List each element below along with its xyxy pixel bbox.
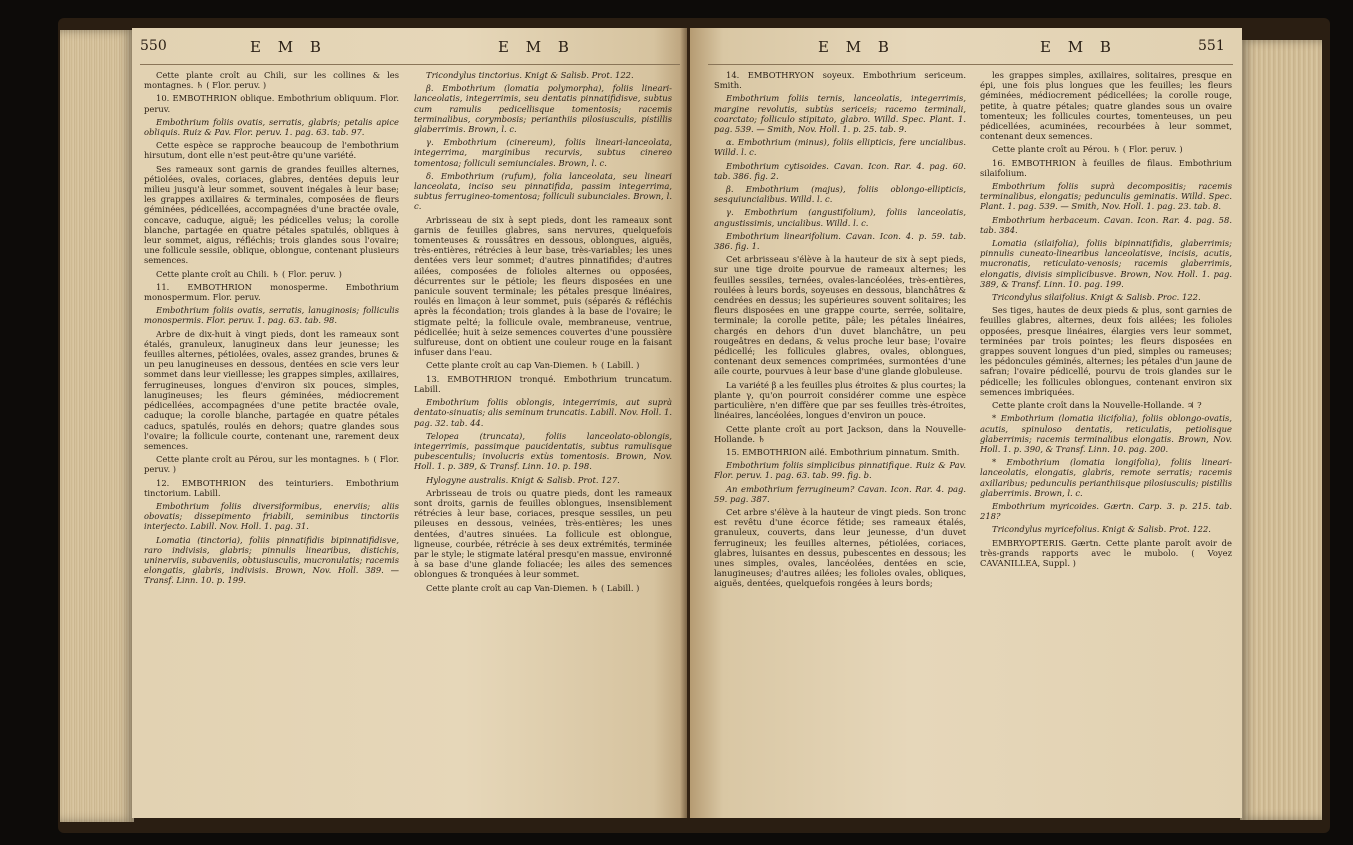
- running-header-right-col1: E M B: [818, 38, 895, 56]
- text-paragraph: Cet arbre s'élève à la hauteur de vingt pieds. Son tronc est revêtu d'une écorce fétide; ses rameaux étalés, granuleux, couverts, dans leur jeunesse, d'un duvet ferrugineux; les feuilles alternes, pétiolées, coriaces, glabres, luisantes en dessus, pubescentes en dessous; les unes simples, ovales, lancéolées, dentées en scie, lanugineuses; d'autres ailées; les folioles ovales, obliques, aiguës, dentées, quelquefois rongées à leurs bords;: [714, 506, 966, 589]
- running-header-left-col1: E M B: [250, 38, 327, 56]
- left-page-column-2: [414, 70, 672, 596]
- text-paragraph: Hylogyne australis. Knigt & Salisb. Prot. 127.: [426, 474, 620, 485]
- text-paragraph: 14. EMBOTHRYON soyeux. Embothrium sericeum. Smith.: [714, 70, 966, 91]
- text-paragraph: Embothrium foliis ternis, lanceolatis, integerrimis, margine revolutis, subtùs sericeis; racemo terminali, coarctato; folliculo stipitato, glabro. Willd. Spec. Plant. 1. pag. 539. — Smith, Nov. Holl. 1. p. 25. tab. 9.: [714, 93, 966, 135]
- text-paragraph: Lomatia (tinctoria), foliis pinnatifidis bipinnatifidisve, raro indivisis, glabris; pinnulis linearibus, distichis, uninerviis, subaveniis, obtusiusculis, mucronulatis; racemis elongatis, glabris, indivisis. Brown, Nov. Holl. 389. — Transf. Linn. 10. p. 199.: [144, 534, 399, 586]
- right-page-column-2: [980, 70, 1232, 571]
- running-header-right-col2: E M B: [1040, 38, 1117, 56]
- text-paragraph: les grappes simples, axillaires, solitaires, presque en épi, une fois plus longues que les feuilles; les fleurs géminées, médiocrement pédicellées; la corolle rouge, petite, à quatre pétales; quatre glandes sous un ovaire tomenteux; les follicules courtes, tomenteuses, un peu pédicellées, acuminées, recourbées à leur sommet, contenant deux semences.: [980, 70, 1232, 142]
- left-page: [132, 28, 687, 818]
- text-paragraph: γ. Embothrium (cinereum), foliis lineari-lanceolata, integerrima, marginibus recurvis, subtus cinereo tomentosa; folliculi semiunciales. Brown, l. c.: [414, 137, 672, 168]
- text-paragraph: Ses rameaux sont garnis de grandes feuilles alternes, pétiolées, ovales, coriaces, glabres, dentées depuis leur milieu jusqu'à leur sommet, souvent inégales à leur base; les grappes axillaires & terminales, composées de fleurs géminées, pédicellées, accompagnées d'une bractée ovale, concave, caduque, aiguë; les pédicelles velus; la corolle blanche, partagée en quatre pétales spatulés, obliques à leur sommet, aigus, réfléchis; trois glandes sous l'ovaire; une follicule sessile, oblique, oblongue, contenant plusieurs semences.: [144, 163, 399, 266]
- text-paragraph: Ses tiges, hautes de deux pieds & plus, sont garnies de feuilles glabres, alternes, deux fois ailées; les folioles opposées, presque linéaires, élargies vers leur sommet, terminées par trois pointes; les fleurs disposées en grappes souvent longues d'un pied, simples ou rameuses; les pédoncules géminés, alternes; les pétales d'un jaune de safran; l'ovaire pédicellé, pourvu de trois glandes sur le pédicelle; les follicules oblongues, contenant environ six semences imbriquées.: [980, 305, 1232, 397]
- text-paragraph: EMBRYOPTERIS. Gærtn. Cette plante paroît avoir de très-grands rapports avec le mubolo. ( Voyez CAVANILLEA, Suppl. ): [980, 537, 1232, 568]
- text-paragraph: 11. EMBOTHRION monosperme. Embothrium monospermum. Flor. peruv.: [144, 281, 399, 303]
- text-paragraph: Tricondylus myricefolius. Knigt & Salisb. Prot. 122.: [992, 524, 1211, 535]
- header-rule-right: [708, 64, 1233, 65]
- text-paragraph: β. Embothrium (majus), foliis oblongo-ellipticis, sesquiuncialibus. Willd. l. c.: [714, 184, 966, 205]
- text-paragraph: γ. Embothrium (angustifolium), foliis lanceolatis, angustissimis, uncialibus. Willd. l. c.: [714, 207, 966, 228]
- text-paragraph: δ. Embothrium (rufum), folia lanceolata, seu lineari lanceolata, inciso seu pinnatifida, passim integerrima, subtus ferrugineo-tomentosa; folliculi subunciales. Brown, l. c.: [414, 170, 672, 212]
- right-page-edges: [1240, 40, 1322, 820]
- text-paragraph: Arbre de dix-huit à vingt pieds, dont les rameaux sont étalés, granuleux, lanugineux dans leur jeunesse; les feuilles alternes, pétiolées, ovales, assez grandes, brunes & un peu lanugineuses en dessous, dentées en scie vers leur sommet dans leur vieillesse; les grappes simples, axillaires, ferrugineuses, longues d'environ six pouces, simples, lanugineuses; les fleurs géminées, médiocrement pédicellées, accompagnées d'une petite bractée ovale, caduque; la corolle blanche, partagée en quatre pétales caducs, spatulés, roulés en dehors; quatre glandes sous l'ovaire; la follicule courte, contenant une, rarement deux semences.: [144, 328, 399, 451]
- text-paragraph: Embothrium herbaceum. Cavan. Icon. Rar. 4. pag. 58. tab. 384.: [980, 214, 1232, 235]
- text-paragraph: Embothrium foliis suprà decompositis; racemis terminalibus, elongatis; pedunculis geminatis. Willd. Spec. Plant. 1. pag. 539. — Smith, Nov. Holl. 1. pag. 23. tab. 8.: [980, 181, 1232, 212]
- text-paragraph: An embothrium ferrugineum? Cavan. Icon. Rar. 4. pag. 59. pag. 387.: [714, 483, 966, 504]
- text-paragraph: Embothrium foliis simplicibus pinnatifique. Ruiz & Pav. Flor. peruv. 1. pag. 63. tab. 99. fig. b.: [714, 460, 966, 481]
- left-page-column-1: [144, 70, 399, 589]
- text-paragraph: Cette plante croît au Chili. ♄ ( Flor. peruv. ): [156, 268, 342, 279]
- text-paragraph: Cette plante croît au Pérou. ♄ ( Flor. peruv. ): [992, 144, 1183, 155]
- text-paragraph: α. Embothrium (minus), foliis ellipticis, fere uncialibus. Willd. l. c.: [714, 137, 966, 158]
- left-page-edges: [60, 30, 134, 822]
- text-paragraph: Embothrium foliis oblongis, integerrimis, aut suprà dentato-sinuatis; alis seminum truncatis. Labill. Nov. Holl. 1. pag. 32. tab. 44.: [414, 397, 672, 428]
- text-paragraph: Embothrium linearifolium. Cavan. Icon. 4. p. 59. tab. 386. fig. 1.: [714, 230, 966, 252]
- text-paragraph: Lomatia (silaifolia), foliis bipinnatifidis, glaberrimis; pinnulis cuneato-linearibus lanceolatisve, incisis, acutis, mucronatis, reticulato-venosis; racemis glaberrimis, elongatis, divisis simplicibusve. Brown, Nov. Holl. 1. pag. 389, & Transf. Linn. 10. pag. 199.: [980, 238, 1232, 289]
- text-paragraph: Cette plante croît au cap Van-Diemen. ♄ ( Labill. ): [426, 582, 640, 593]
- header-rule-left: [140, 64, 680, 65]
- text-paragraph: Embothrium foliis ovatis, serratis, glabris; petalis apice obliquis. Ruiz & Pav. Flor. peruv. 1. pag. 63. tab. 97.: [144, 116, 399, 138]
- text-paragraph: * Embothrium (lomatia longifolia), foliis lineari-lanceolatis, elongatis, glabris, remote serratis; racemis axillaribus; pedunculis perianthiisque pilosiusculis; pistillis glaberrimis. Brown, l. c.: [980, 457, 1232, 498]
- text-paragraph: Telopea (truncata), foliis lanceolato-oblongis, integerrimis, passimque paucidentatis, subtus ramulisque pubescentulis; involucris extùs tomentosis. Brown, Nov. Holl. 1. p. 389, & Transf. Linn. 10. p. 198.: [414, 430, 672, 472]
- text-paragraph: Cette plante croît au cap Van-Diemen. ♄ ( Labill. ): [426, 360, 640, 371]
- text-paragraph: 13. EMBOTHRION tronqué. Embothrium truncatum. Labill.: [414, 373, 672, 394]
- text-paragraph: 16. EMBOTHRION à feuilles de filaus. Embothrium silaifolium.: [980, 157, 1232, 178]
- text-paragraph: β. Embothrium (lomatia polymorpha), foliis lineari-lanceolatis, integerrimis, seu dentatis pinnatifidisve, subtus cum ramulis pedicellisque tomentosis; racemis terminalibus, corymbosis; perianthiis pilosiusculis, pistillis glaberrimis. Brown, l. c.: [414, 83, 672, 135]
- text-paragraph: 10. EMBOTHRION oblique. Embothrium obliquum. Flor. peruv.: [144, 93, 399, 114]
- text-paragraph: Cette espèce se rapproche beaucoup de l'embothrium hirsutum, dont elle n'est peut-être qu'une variété.: [144, 140, 399, 161]
- text-paragraph: Cette plante croît au port Jackson, dans la Nouvelle-Hollande. ♄: [714, 423, 966, 444]
- running-header-left-col2: E M B: [498, 38, 575, 56]
- text-paragraph: Tricondylus silaifolius. Knigt & Salisb. Proc. 122.: [992, 292, 1201, 303]
- text-paragraph: * Embothrium (lomatia ilicifolia), foliis oblongo-ovatis, acutis, spinuloso dentatis, reticulatis, petiolisque glaberrimis; racemis terminalibus elongatis. Brown, Nov. Holl. 1. p. 390, & Transf. Linn. 10. pag. 200.: [980, 413, 1232, 454]
- text-paragraph: Arbrisseau de trois ou quatre pieds, dont les rameaux sont droits, garnis de feuilles oblongues, insensiblement rétrécies à leur base, coriaces, presque sessiles, un peu pileuses en dessous, veinées, très-entières; les unes dentées, d'autres sinuées. La follicule est oblongue, ligneuse, courbée, rétrécie à ses deux extrémités, terminée par le style; le stigmate latéral presqu'en massue, environné à sa base d'une glande foliacée; les ailes des semences oblongues & tronquées à leur sommet.: [414, 487, 672, 580]
- text-paragraph: Arbrisseau de six à sept pieds, dont les rameaux sont garnis de feuilles glabres, sans nervures, quelquefois tomenteuses & roussâtres en dessous, oblongues, aiguës, très-entières, rétrécies à leur base, très-variables; les unes dentées vers leur sommet; d'autres pinnatifides; d'autres ailées, composées de folioles alternes ou opposées, décurrentes sur le pétiole; les fleurs disposées en une panicule souvent terminale; les pétales presque linéaires, roulés en limaçon à leur sommet, puis (séparés & réfléchis après la fécondation; trois glandes à la base de l'ovaire; le stigmate pelté; la follicule ovale, membraneuse, ventrue, pédicellée; huit à seize semences couvertes d'une poussière sulfureuse, dont on obtient une couleur rouge en la faisant infuser dans l'eau.: [414, 214, 672, 358]
- text-paragraph: 12. EMBOTHRION des teinturiers. Embothrium tinctorium. Labill.: [144, 477, 399, 498]
- text-paragraph: Cet arbrisseau s'élève à la hauteur de six à sept pieds, sur une tige droite pourvue de rameaux alternes; les feuilles sessiles, ternées, ovales-lancéolées, très-entières, roulées à leurs bords, soyeuses en dessous, blanchâtres & cendrées en dessus; les supérieures souvent solitaires; les fleurs disposées en une grappe courte, serrée, solitaire, terminale; la corolle petite, pâle; les pétales linéaires, chargés en dehors d'un duvet blanchâtre, un peu rougeâtres en dedans, & velus proche leur base; l'ovaire pédicellé; les follicules glabres, ovales, oblongues, contenant deux semences comprimées, surmontées d'une aile courte, pourvues à leur base d'une glande globuleuse.: [714, 254, 966, 377]
- text-paragraph: Cette plante croît au Pérou, sur les montagnes. ♄ ( Flor. peruv. ): [144, 454, 399, 475]
- text-paragraph: Embothrium cytisoides. Cavan. Icon. Rar. 4. pag. 60. tab. 386. fig. 2.: [714, 160, 966, 181]
- page-number-right: 551: [1198, 38, 1225, 54]
- text-paragraph: Embothrium myricoides. Gærtn. Carp. 3. p. 215. tab. 218?: [980, 500, 1232, 522]
- page-number-left: 550: [140, 38, 167, 54]
- text-paragraph: La variété β a les feuilles plus étroites & plus courtes; la plante γ, qu'on pourroit considérer comme une espèce particulière, n'en diffère que par ses feuilles très-étroites, linéaires, lancéolées, longues d'environ un pouce.: [714, 379, 966, 421]
- text-paragraph: 15. EMBOTHRION ailé. Embothrium pinnatum. Smith.: [726, 446, 960, 457]
- text-paragraph: Cette plante croît au Chili, sur les collines & les montagnes. ♄ ( Flor. peruv. ): [144, 70, 399, 91]
- text-paragraph: Tricondylus tinctorius. Knigt & Salisb. Prot. 122.: [426, 70, 634, 80]
- text-paragraph: Embothrium foliis diversiformibus, enerviis; aliis obovatis; dissepimento friabili, seminibus tinctoriis interjecto. Labill. Nov. Holl. 1. pag. 31.: [144, 500, 399, 532]
- text-paragraph: Cette plante croît dans la Nouvelle-Hollande. ♃ ?: [992, 400, 1202, 411]
- right-page-column-1: [714, 70, 966, 592]
- text-paragraph: Embothrium foliis ovatis, serratis, lanuginosis; folliculis monospermis. Flor. peruv. 1. pag. 63. tab. 98.: [144, 305, 399, 326]
- right-page: [690, 28, 1242, 818]
